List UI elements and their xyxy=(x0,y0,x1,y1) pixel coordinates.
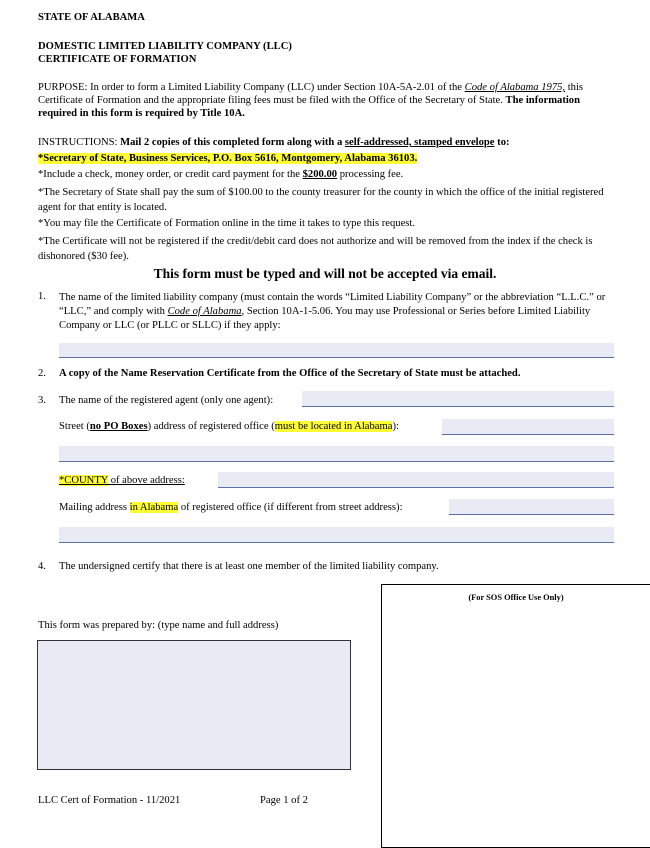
mailing-text-b: of registered office (if different from street address): xyxy=(178,502,403,513)
street-text-a: Street ( xyxy=(59,421,90,432)
state-heading: STATE OF ALABAMA xyxy=(38,12,145,23)
form-title: DOMESTIC LIMITED LIABILITY COMPANY (LLC) xyxy=(38,41,292,52)
card-line: *The Certificate will not be registered if the credit/debit card does not authorize and will be removed from the index if the check is dishonored ($30 fee). xyxy=(38,236,593,262)
street-text-c: ): xyxy=(392,421,399,432)
item-4-text: The undersigned certify that there is at least one member of the limited liability company. xyxy=(59,561,439,572)
mail-to-text: to: xyxy=(494,137,510,148)
instructions-label: INSTRUCTIONS: xyxy=(38,137,121,148)
mailing-text-a: Mailing address xyxy=(59,502,130,513)
in-alabama-highlight: in Alabama xyxy=(129,502,179,513)
item-2-text: A copy of the Name Reservation Certificate from the Office of the Secretary of State must be attached. xyxy=(59,368,521,379)
sos-address-highlight: *Secretary of State, Business Services, P.O. Box 5616, Montgomery, Alabama 36103. xyxy=(38,153,418,164)
item-1-text-a: The name of the limited liability company (must contain the words “Limited Liability Company” or the abbreviation “L.L.C.” or “LLC,” and comply with xyxy=(59,292,606,317)
footer-form-id: LLC Cert of Formation - 11/2021 xyxy=(38,795,181,806)
must-be-alabama-highlight: must be located in Alabama xyxy=(274,421,393,432)
mailing-address-underline xyxy=(449,514,614,515)
county-underline xyxy=(218,487,614,488)
online-line: *You may file the Certificate of Formation online in the time it takes to type this request. xyxy=(38,218,415,229)
purpose-text-b: this Certificate of Formation and the appropriate filing fees must be filed with the Office of the Secretary of State. xyxy=(38,82,584,106)
code-of-alabama-ref: Code of Alabama 1975, xyxy=(464,82,566,93)
street-address-label xyxy=(59,421,399,432)
item-1-text xyxy=(59,291,619,333)
fee-text-b: processing fee. xyxy=(337,169,404,180)
llc-name-underline xyxy=(59,357,614,358)
street-address-underline xyxy=(442,434,614,435)
treasurer-line: *The Secretary of State shall pay the sum of $100.00 to the county treasurer for the county in which the office of the initial registered agent for that entity is located. xyxy=(38,187,604,213)
registered-agent-underline xyxy=(302,406,614,407)
item-1-text-b: , Section 10A-1-5.06. You may use Professional or Series before Limited Liability Company or LLC (or PLLC or SLLC) if they apply: xyxy=(59,306,591,331)
county-label-rest: of above address: xyxy=(108,475,185,486)
sos-office-box xyxy=(381,584,650,848)
registered-agent-label: The name of the registered agent (only one agent): xyxy=(59,395,274,406)
form-subtitle: CERTIFICATE OF FORMATION xyxy=(38,54,197,65)
fee-line xyxy=(38,169,403,180)
prepared-by-field[interactable] xyxy=(37,640,351,770)
mailing-address-underline-2 xyxy=(59,542,614,543)
typed-notice: This form must be typed and will not be accepted via email. xyxy=(153,266,497,281)
mailing-address-field[interactable] xyxy=(449,499,614,514)
purpose-paragraph xyxy=(38,81,603,120)
sos-address xyxy=(38,153,417,164)
prepared-by-label: This form was prepared by: (type name and full address) xyxy=(38,620,279,631)
purpose-label: PURPOSE: xyxy=(38,82,88,93)
no-po-boxes: no PO Boxes xyxy=(89,421,148,432)
street-address-underline-2 xyxy=(59,461,614,462)
county-label xyxy=(59,475,185,486)
county-field[interactable] xyxy=(218,472,614,487)
item-1-number: 1. xyxy=(38,291,46,302)
llc-name-field[interactable] xyxy=(59,343,614,358)
fee-text-a: *Include a check, money order, or credit card payment for the xyxy=(38,169,303,180)
item-4-number: 4. xyxy=(38,561,46,572)
street-text-b: ) address of registered office ( xyxy=(147,421,275,432)
item-2-number: 2. xyxy=(38,368,46,379)
mail-copies-text: Mail 2 copies of this completed form along with a xyxy=(120,137,345,148)
mailing-address-field-2[interactable] xyxy=(59,527,614,542)
envelope-text: self-addressed, stamped envelope xyxy=(344,137,495,148)
street-address-field-2[interactable] xyxy=(59,446,614,461)
item-1-code-ref: Code of Alabama xyxy=(167,306,242,317)
fee-amount: $200.00 xyxy=(302,169,338,180)
footer-page-number: Page 1 of 2 xyxy=(260,795,308,806)
county-highlight: *COUNTY xyxy=(59,475,109,486)
instructions-mail xyxy=(38,137,608,148)
mailing-address-label xyxy=(59,502,403,513)
item-3-number: 3. xyxy=(38,395,46,406)
sos-office-label: (For SOS Office Use Only) xyxy=(468,593,564,602)
purpose-text-a: In order to form a Limited Liability Company (LLC) under Section 10A-5A-2.01 of the xyxy=(87,82,465,93)
purpose-required-note: The information required in this form is required by Title 10A. xyxy=(38,95,580,119)
street-address-field[interactable] xyxy=(442,419,614,434)
registered-agent-field[interactable] xyxy=(302,391,614,406)
